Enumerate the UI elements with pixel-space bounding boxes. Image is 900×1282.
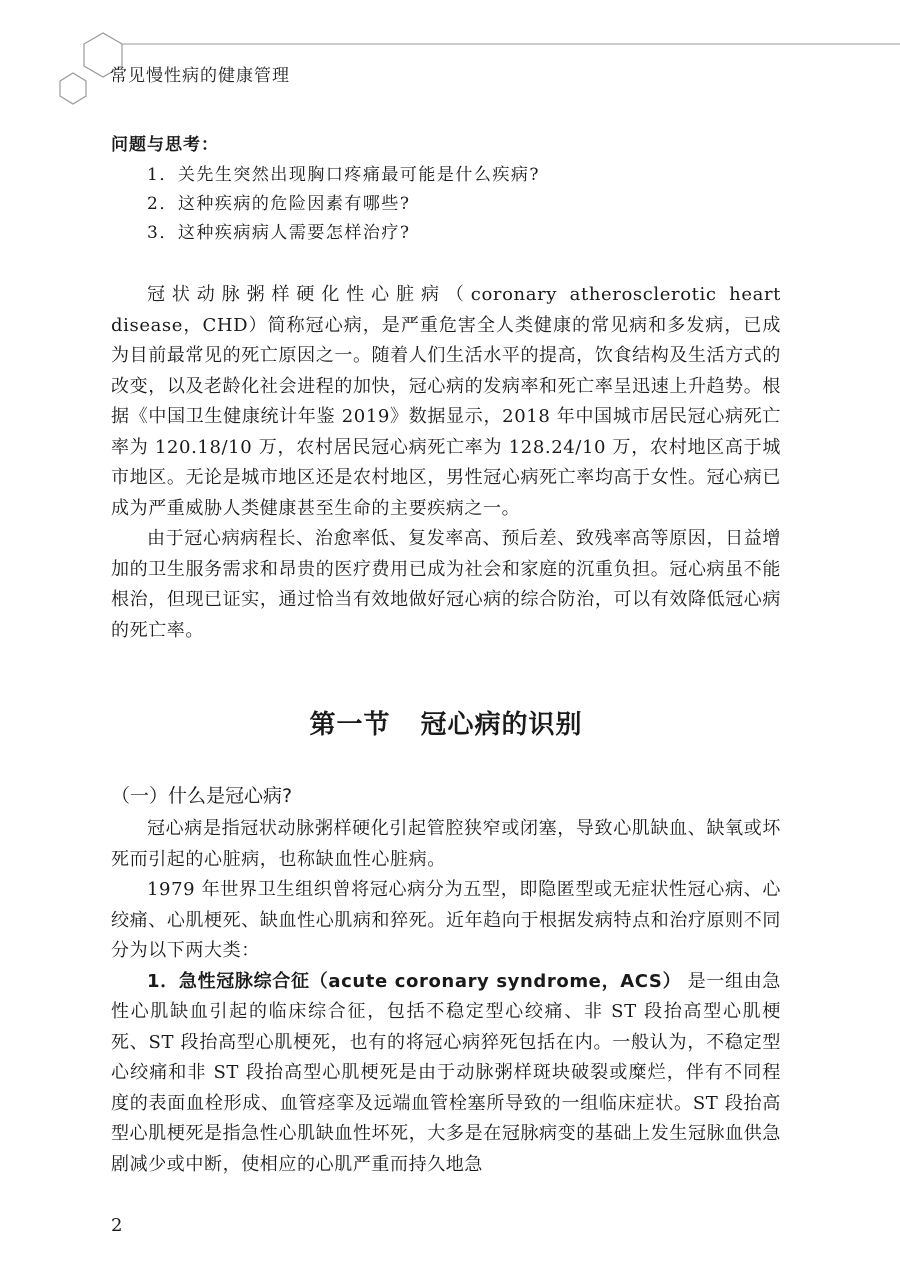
running-title: 常见慢性病的健康管理: [110, 66, 290, 86]
questions-title: 问题与思考：: [111, 135, 219, 155]
hexagon-ornament-icon: [0, 0, 900, 110]
acs-body: 是一组由急性心肌缺血引起的临床综合征，包括不稳定型心绞痛、非 ST 段抬高型心肌梗死、ST 段抬高型心肌梗死，也有的将冠心病猝死包括在内。一般认为，不稳定型心绞痛和非 ST 段抬高型心肌梗死是由于动脉粥样斑块破裂或糜烂，伴有不同程度的表面血栓形成、血管痉挛及远端血管栓塞所导致的一组临床症状。ST 段抬高型心肌梗死是指急性心肌缺血性坏死，大多是在冠脉病变的基础上发生冠脉血供急剧减少或中断，使相应的心肌严重而持久地急: [111, 970, 781, 1175]
section-number: 第一节: [309, 710, 391, 740]
page-number: 2: [111, 1215, 123, 1236]
body-paragraph: [111, 967, 781, 1181]
acs-lead: 1．急性冠脉综合征（acute coronary syndrome，ACS）: [147, 970, 682, 992]
page-body: [111, 130, 781, 1180]
intro-paragraph: 由于冠心病病程长、治愈率低、复发率高、预后差、致残率高等原因，日益增加的卫生服务需求和昂贵的医疗费用已成为社会和家庭的沉重负担。冠心病虽不能根治，但现已证实，通过恰当有效地做好冠心病的综合防治，可以有效降低冠心病的死亡率。: [111, 528, 781, 641]
question-item: 2．这种疾病的危险因素有哪些?: [147, 194, 411, 214]
intro-paragraph: 冠状动脉粥样硬化性心脏病（coronary atherosclerotic heart disease，CHD）简称冠心病，是严重危害全人类健康的常见病和多发病，已成为目前最常见的死亡原因之一。随着人们生活水平的提高，饮食结构及生活方式的改变，以及老龄化社会进程的加快，冠心病的发病率和死亡率呈迅速上升趋势。根据《中国卫生健康统计年鉴 2019》数据显示，2018 年中国城市居民冠心病死亡率为 120.18/10 万，农村居民冠心病死亡率为 128.24/10 万，农村地区高于城市地区。无论是城市地区还是农村地区，男性冠心病死亡率均高于女性。冠心病已成为严重威胁人类健康甚至生命的主要疾病之一。: [111, 284, 781, 519]
subsection-heading: （一）什么是冠心病?: [111, 785, 293, 807]
question-item: 1．关先生突然出现胸口疼痛最可能是什么疾病?: [147, 165, 540, 185]
body-paragraph: 冠心病是指冠状动脉粥样硬化引起管腔狭窄或闭塞，导致心肌缺血、缺氧或坏死而引起的心脏病，也称缺血性心脏病。: [111, 818, 781, 870]
section-title: [111, 704, 781, 741]
section-heading: 冠心病的识别: [420, 710, 583, 740]
body-paragraph: 1979 年世界卫生组织曾将冠心病分为五型，即隐匿型或无症状性冠心病、心绞痛、心肌梗死、缺血性心肌病和猝死。近年趋向于根据发病特点和治疗原则不同分为以下两大类：: [111, 879, 781, 961]
question-item: 3．这种疾病病人需要怎样治疗?: [147, 223, 411, 243]
running-header: [0, 0, 900, 110]
